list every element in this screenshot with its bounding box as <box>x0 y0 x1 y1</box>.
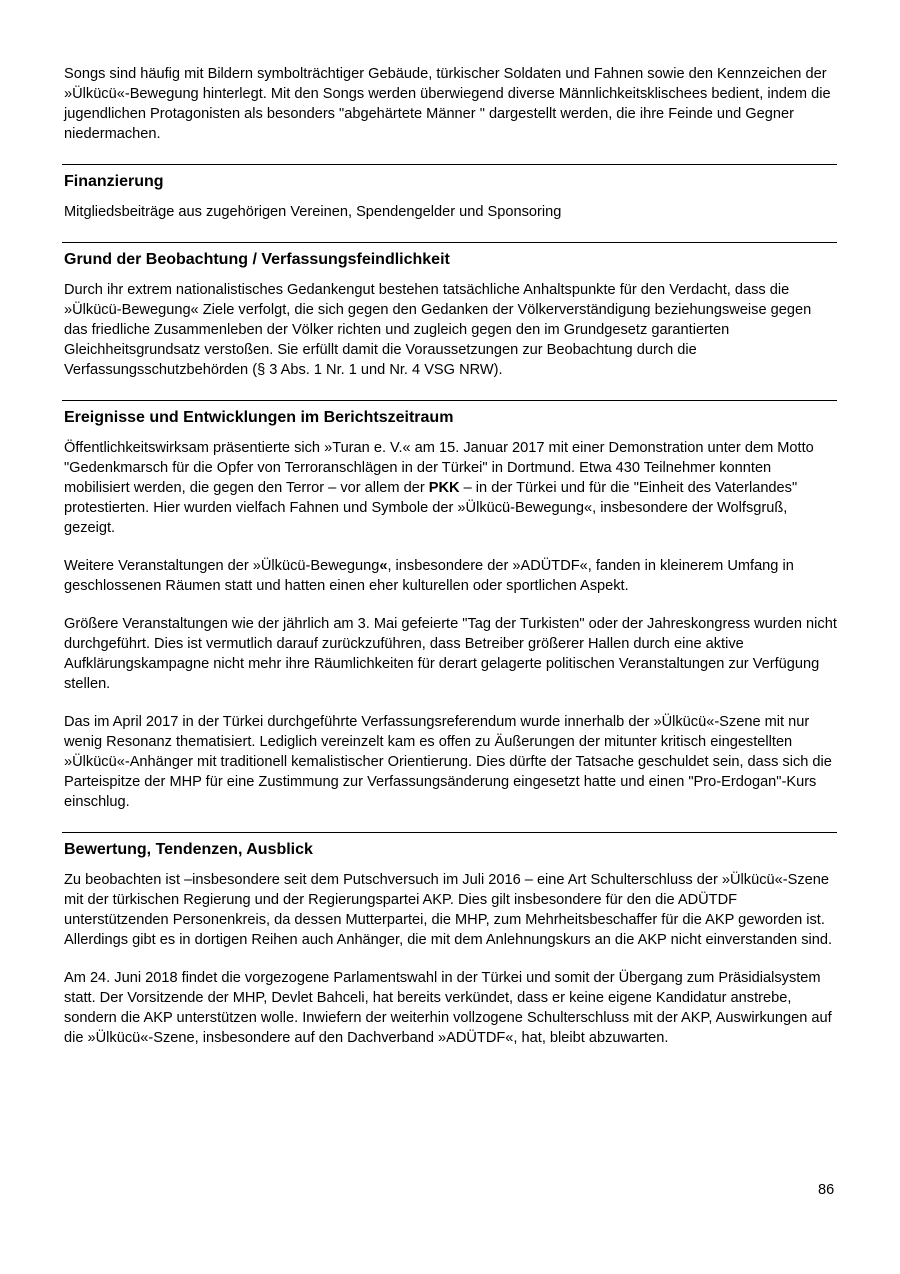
ereignisse-paragraph-1 <box>62 438 837 538</box>
heading-bewertung: Bewertung, Tendenzen, Ausblick <box>64 841 313 858</box>
bewertung-paragraph-2: Am 24. Juni 2018 findet die vorgezogene Parlamentswahl in der Türkei und somit der Übergang zum Präsidialsystem statt. Der Vorsitzende der MHP, Devlet Bahceli, hat bereits verkündet, dass er keine eigene Kandidatur anstrebe, sondern die AKP unterstützen wolle. Inwiefern der weiterhin vollzogene Schulterschluss mit der AKP, Auswirkungen auf die »Ülkücü«-Szene, insbesondere auf den Dachverband »ADÜTDF«, hat, bleibt abzuwarten. <box>64 970 832 1046</box>
text-span: – in der Türkei und für die "Einheit des Vaterlandes" protestierten. Hier wurden vielfach Fahnen und Symbole der »Ülkücü-Bewegung«, insbesondere der Wolfsgruß, gezeigt. <box>64 480 798 536</box>
section-bewertung <box>62 832 837 1048</box>
grund-text: Durch ihr extrem nationalistisches Gedankengut bestehen tatsächliche Anhaltspunkte für den Verdacht, dass die »Ülkücü-Bewegung« Ziele verfolgt, die sich gegen den Gedanken der Völkerverständigung beziehungsweise gegen das friedliche Zusammenleben der Völker richten und zugleich gegen den im Grundgesetz garantierten Gleichheitsgrundsatz verstoßen. Sie erfüllt damit die Voraussetzungen zur Beobachtung durch die Verfassungsschutzbehörden (§ 3 Abs. 1 Nr. 1 und Nr. 4 VSG NRW). <box>64 282 812 378</box>
section-finanzierung <box>62 164 837 222</box>
section-grund <box>62 242 837 380</box>
bold-quote-mark: « <box>379 558 388 574</box>
heading-grund: Grund der Beobachtung / Verfassungsfeindlichkeit <box>64 251 450 268</box>
page-number: 86 <box>818 1182 835 1198</box>
bewertung-paragraph-1: Zu beobachten ist –insbesondere seit dem Putschversuch im Juli 2016 – eine Art Schulterschluss der »Ülkücü«-Szene mit der türkischen Regierung und der Regierungspartei AKP. Dies gilt insbesondere für den die ADÜTDF unterstützenden Personenkreis, da dessen Mutterpartei, die MHP, zum Mehrheitsbeschaffer für die AKP geworden ist. Allerdings gibt es in dortigen Reihen auch Anhänger, die mit dem Anlehnungskurs an die AKP nicht einverstanden sind. <box>64 872 833 948</box>
ereignisse-paragraph-2 <box>62 556 837 596</box>
ereignisse-paragraph-3: Größere Veranstaltungen wie der jährlich am 3. Mai gefeierte "Tag der Turkisten" oder der Jahreskongress wurden nicht durchgeführt. Dies ist vermutlich darauf zurückzuführen, dass Betreiber größerer Hallen durch eine aktive Aufklärungskampagne nicht mehr ihre Räumlichkeiten für derart gelagerte politischen Veranstaltungen zur Verfügung stellen. <box>64 616 837 692</box>
intro-paragraph: Songs sind häufig mit Bildern symbolträchtiger Gebäude, türkischer Soldaten und Fahnen sowie den Kennzeichen der »Ülkücü«-Bewegung hinterlegt. Mit den Songs werden überwiegend diverse Männlichkeitsklischees bedient, indem die jugendlichen Protagonisten als besonders "abgehärtete Männer " dargestellt werden, die ihre Feinde und Gegner niedermachen. <box>64 66 831 142</box>
heading-finanzierung: Finanzierung <box>64 173 164 190</box>
bold-term-pkk: PKK <box>428 480 460 496</box>
finanzierung-text: Mitgliedsbeiträge aus zugehörigen Vereinen, Spendengelder und Sponsoring <box>64 204 562 220</box>
text-span: Öffentlichkeitswirksam präsentierte sich »Turan e. V.« am 15. Januar 2017 mit einer Demonstration unter dem Motto "Gedenkmarsch für die Opfer von Terroranschlägen in der Türkei" in Dortmund. Etwa 430 Teilnehmer konnten mobilisiert werden, die gegen den Terror – vor allem der <box>64 440 814 496</box>
heading-ereignisse: Ereignisse und Entwicklungen im Berichtszeitraum <box>64 409 454 426</box>
text-span: Weitere Veranstaltungen der »Ülkücü-Bewegung <box>64 558 380 574</box>
section-ereignisse <box>62 400 837 812</box>
document-page <box>62 64 837 1048</box>
ereignisse-paragraph-4: Das im April 2017 in der Türkei durchgeführte Verfassungsreferendum wurde innerhalb der »Ülkücü«-Szene mit nur wenig Resonanz thematisiert. Lediglich vereinzelt kam es offen zu Äußerungen der mitunter kritisch eingestellten »Ülkücü«-Anhänger mit traditionell kemalistischer Orientierung. Dies dürfte der Tatsache geschuldet sein, dass sich die Parteispitze der MHP für eine Zustimmung zur Verfassungsänderung eingesetzt hatte und einen "Pro-Erdogan"-Kurs einschlug. <box>64 714 832 810</box>
text-span: , insbesondere der »ADÜTDF«, fanden in kleinerem Umfang in geschlossenen Räumen statt und hatten einen eher kulturellen oder sportlichen Aspekt. <box>64 558 794 594</box>
